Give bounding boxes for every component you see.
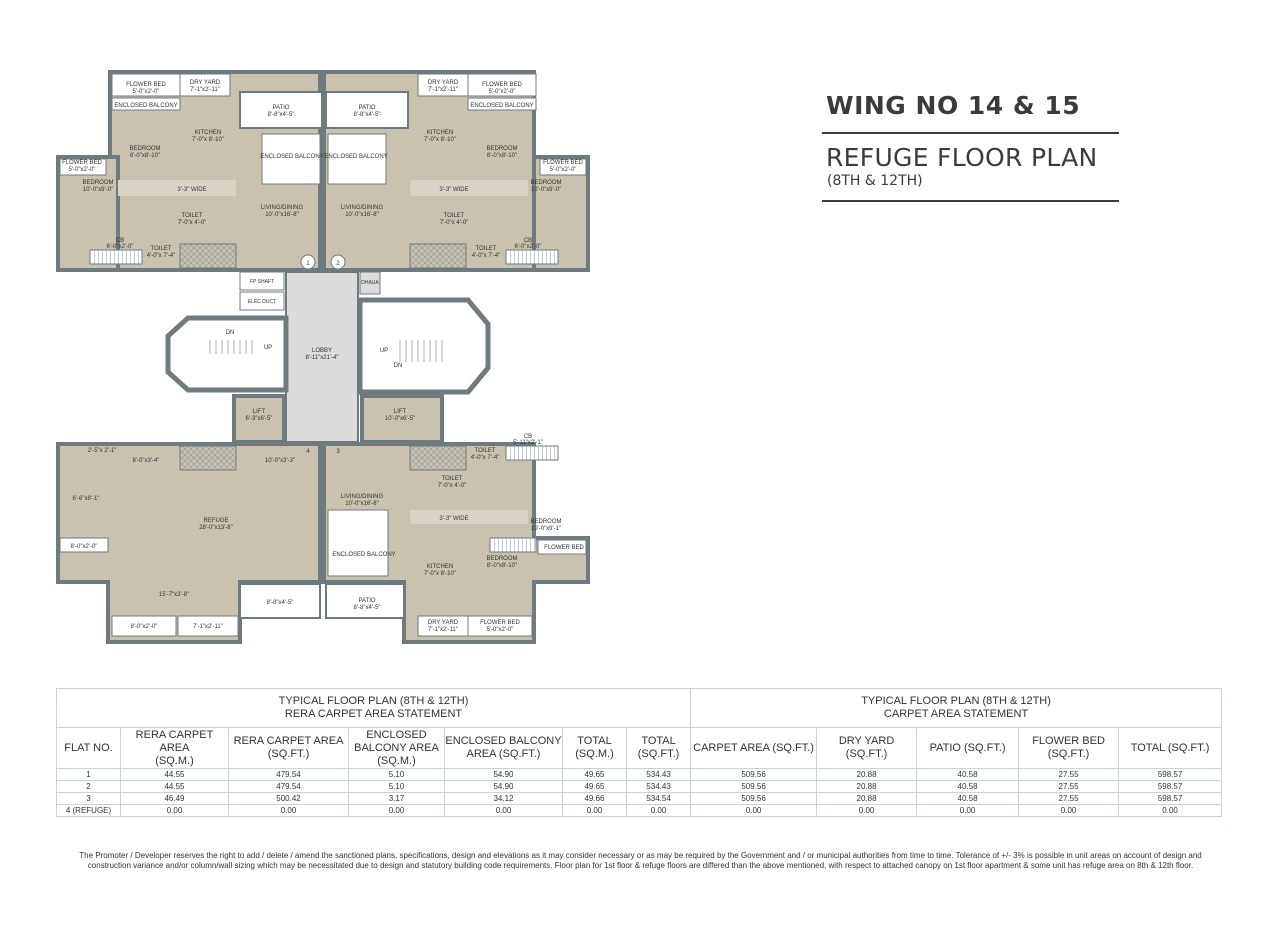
label-living-dining-dim: 10'-0"x16'-8" <box>345 501 379 507</box>
table-cell: 20.88 <box>817 793 917 805</box>
label-toilet-dim: 4'-0"x 7'-4" <box>470 455 500 461</box>
table-cell: 27.55 <box>1019 781 1119 793</box>
table-cell: 5.10 <box>349 781 445 793</box>
label-enclosed-balcony: ENCLOSED BALCONY <box>332 552 396 558</box>
label-bedroom-dim: 10'-0"x9'-0" <box>530 187 562 193</box>
table-cell: 44.55 <box>121 769 229 781</box>
label-flower-bed-dim: 5'-0"x2'-0" <box>486 627 514 633</box>
label-kitchen-dim: 7'-0"x 8'-10" <box>192 137 224 143</box>
label-lift-dim: 10'-0"x6'-5" <box>384 416 416 422</box>
shaft <box>410 244 466 268</box>
label-lift: LIFT <box>393 409 407 415</box>
label-flat-1: 1 <box>306 261 310 267</box>
table-cell: 0.00 <box>1019 805 1119 817</box>
label-cb-dim: 5'-11"x2'-1" <box>513 440 543 446</box>
column-header <box>917 728 1019 769</box>
label-up: UP <box>263 345 273 351</box>
column-header <box>691 728 817 769</box>
table-cell: 534.43 <box>627 769 691 781</box>
label-refuge-top-dim: 8'-0"x3'-4" <box>132 458 160 464</box>
label-kitchen-dim: 7'-0"x 8'-10" <box>424 571 456 577</box>
label-dhaua: DHAUA <box>361 280 379 286</box>
table-cell: 509.56 <box>691 793 817 805</box>
column-header-text: (SQ.M.) <box>155 754 194 767</box>
label-cb: CB <box>523 434 533 440</box>
area-statement-table <box>56 688 1222 817</box>
table-cell: 49.65 <box>563 781 627 793</box>
label-patio-dim: 8'-8"x4'-5" <box>353 605 381 611</box>
column-header-text: RERA CARPET AREA <box>135 728 214 754</box>
label-lobby: LOBBY <box>311 348 333 354</box>
table-cell: 0.00 <box>627 805 691 817</box>
table-cell: 20.88 <box>817 781 917 793</box>
flower-bed-box <box>468 616 532 636</box>
label-enclosed-balcony: ENCLOSED BALCONY <box>260 154 324 160</box>
label-toilet-dim: 7'-0"x 4'-0" <box>439 220 469 226</box>
table-cell: 534.43 <box>627 781 691 793</box>
table-cell: 44.55 <box>121 781 229 793</box>
wing-title: WING NO 14 & 15 <box>826 91 1081 120</box>
shaft <box>180 244 236 268</box>
table-cell: 479.54 <box>229 769 349 781</box>
table-cell: 500.42 <box>229 793 349 805</box>
table-cell: 509.56 <box>691 781 817 793</box>
label-bedroom-dim: 8'-0"x8'-10" <box>486 153 518 159</box>
label-living-dining: LIVING/DINING <box>260 205 304 211</box>
label-toilet: TOILET <box>474 448 496 454</box>
label-refuge-side-dim: 6'-6"x8'-1" <box>72 496 100 502</box>
table-cell: 0.00 <box>817 805 917 817</box>
column-header <box>1119 728 1222 769</box>
table-cell: 27.55 <box>1019 793 1119 805</box>
label-flower-bed: FLOWER BED <box>482 82 522 88</box>
label-cb: CB <box>115 238 125 244</box>
table-cell: 20.88 <box>817 769 917 781</box>
column-header <box>121 728 229 769</box>
table-cell: 40.58 <box>917 769 1019 781</box>
column-header <box>563 728 627 769</box>
column-header-text: (SQ.FT.) <box>267 748 310 760</box>
passage <box>410 510 528 524</box>
carpet-group-header <box>691 689 1222 728</box>
column-header-text: (SQ.FT.) <box>1047 748 1090 760</box>
label-living-dining: LIVING/DINING <box>340 494 384 500</box>
title-divider <box>822 200 1119 202</box>
label-fp-shaft: FP SHAFT <box>249 279 275 285</box>
column-header-text: (SQ.M.) <box>575 748 614 760</box>
rera-group-line1: TYPICAL FLOOR PLAN (8TH & 12TH) <box>278 695 469 707</box>
table-cell: 54.90 <box>445 769 563 781</box>
passage <box>410 180 528 196</box>
label-refuge-passage-dim: 10'-0"x3'-3" <box>264 458 296 464</box>
dry-yard-box <box>418 616 468 636</box>
label-flat-3: 3 <box>336 449 340 455</box>
label-passage: 3'-3" WIDE <box>177 187 207 193</box>
table-cell: 5.10 <box>349 769 445 781</box>
label-elec-duct: ELEC DUCT <box>247 299 277 305</box>
label-patio: PATIO <box>358 598 376 604</box>
column-header <box>1019 728 1119 769</box>
plan-subtitle: (8TH & 12TH) <box>827 173 923 189</box>
enclosed-balcony-living <box>328 510 388 576</box>
table-cell: 34.12 <box>445 793 563 805</box>
label-bedroom-dim: 8'-0"x8'-10" <box>129 153 161 159</box>
table-cell: 0.00 <box>691 805 817 817</box>
carpet-group-line2: CARPET AREA STATEMENT <box>883 708 1029 720</box>
label-bedroom: BEDROOM <box>530 519 562 525</box>
label-flower-bed: FLOWER BED <box>543 160 583 166</box>
label-cb-dim: 6'-0"x2'-0" <box>106 244 134 250</box>
table-cell: 49.66 <box>563 793 627 805</box>
table-cell: 0.00 <box>349 805 445 817</box>
label-refuge-bottom-fb: 8'-0"x2'-0" <box>130 624 158 630</box>
label-refuge-fb-dim: 8'-0"x2'-0" <box>70 544 98 550</box>
column-header <box>349 728 445 769</box>
table-cell: 598.57 <box>1119 793 1222 805</box>
enclosed-balcony-grill <box>490 538 536 552</box>
label-lobby-dim: 8'-11"x21'-4" <box>305 355 339 361</box>
label-flower-bed: FLOWER BED <box>62 160 102 166</box>
label-patio: PATIO <box>358 105 376 111</box>
label-flower-bed-dim: 5'-0"x2'-0" <box>488 89 516 95</box>
label-cb: CB <box>523 238 533 244</box>
column-header-text: TOTAL (SQ.FT.) <box>1130 741 1210 754</box>
label-lift-dim: 6'-3"x6'-5" <box>245 416 273 422</box>
label-toilet: TOILET <box>150 246 172 252</box>
table-cell: 49.65 <box>563 769 627 781</box>
table-cell: 4 (REFUGE) <box>57 805 121 817</box>
column-header-text: BALCONY AREA <box>354 741 439 754</box>
table-cell: 0.00 <box>563 805 627 817</box>
table-cell: 598.57 <box>1119 781 1222 793</box>
table-row <box>57 781 1222 793</box>
label-dry-yard-dim: 7'-1"x2'-11" <box>190 87 220 93</box>
label-bedroom-dim: 10'-0"x9'-0" <box>82 187 114 193</box>
table-cell: 0.00 <box>121 805 229 817</box>
column-header <box>817 728 917 769</box>
table-cell: 2 <box>57 781 121 793</box>
label-up: UP <box>379 348 389 354</box>
rera-group-header <box>57 689 691 728</box>
label-toilet-dim: 4'-0"x 7'-4" <box>471 253 501 259</box>
label-flower-bed-dim: 5'-0"x2'-0" <box>132 89 160 95</box>
label-bedroom: BEDROOM <box>486 146 518 152</box>
label-living-dining: LIVING/DINING <box>340 205 384 211</box>
label-bedroom-dim: 10'-0"x9'-1" <box>530 526 562 532</box>
label-bedroom: BEDROOM <box>530 180 562 186</box>
table-cell: 479.54 <box>229 781 349 793</box>
floor-plan <box>50 62 600 652</box>
title-block <box>822 90 1119 212</box>
label-enclosed-balcony: ENCLOSED BALCONY <box>114 103 178 109</box>
column-header-text: DRY YARD (SQ.FT.) <box>838 735 895 760</box>
table-row <box>57 793 1222 805</box>
label-refuge-dy-dim: 7'-1"x2'-11" <box>193 624 223 630</box>
cb-grill <box>506 250 558 264</box>
label-refuge-bottom-dim: 15'-7"x3'-8" <box>158 592 190 598</box>
label-flat-2: 2 <box>336 261 340 267</box>
stair-left <box>168 318 286 390</box>
label-kitchen: KITCHEN <box>426 130 454 136</box>
table-cell: 3 <box>57 793 121 805</box>
table-cell: 27.55 <box>1019 769 1119 781</box>
table-cell: 0.00 <box>1119 805 1222 817</box>
label-bedroom: BEDROOM <box>82 180 114 186</box>
table-cell: 0.00 <box>445 805 563 817</box>
column-header <box>229 728 349 769</box>
label-flower-bed: FLOWER BED <box>544 545 584 551</box>
column-header-text: PATIO (SQ.FT.) <box>929 741 1006 754</box>
label-toilet-dim: 7'-0"x 4'-0" <box>177 220 207 226</box>
label-refuge-patio-dim: 8'-8"x4'-5" <box>266 600 294 606</box>
label-dry-yard: DRY YARD <box>189 80 221 86</box>
column-header-text: RERA CARPET AREA <box>233 735 344 747</box>
table-cell: 534.54 <box>627 793 691 805</box>
title-divider <box>822 132 1119 134</box>
label-patio: PATIO <box>272 105 290 111</box>
label-dn: DN <box>225 330 235 336</box>
label-cb-dim: 6'-0"x2'-0" <box>514 244 542 250</box>
table-column-header <box>57 728 1222 769</box>
column-header-text: AREA (SQ.FT.) <box>466 748 541 760</box>
label-dry-yard-dim: 7'-1"x2'-11" <box>428 87 458 93</box>
table-cell: 54.90 <box>445 781 563 793</box>
column-header-text: CARPET AREA (SQ.FT.) <box>693 741 814 754</box>
label-bedroom: BEDROOM <box>486 556 518 562</box>
table-group-header <box>57 689 1222 728</box>
label-patio-dim: 8'-8"x4'-5" <box>353 112 381 118</box>
label-flower-bed-dim: 5'-0"x2'-0" <box>549 167 577 173</box>
column-header-text: TOTAL <box>641 735 676 747</box>
column-header-text: TOTAL <box>577 735 612 747</box>
label-toilet-dim: 7'-0"x 4'-0" <box>437 483 467 489</box>
column-header <box>627 728 691 769</box>
table-cell: 40.58 <box>917 793 1019 805</box>
label-toilet: TOILET <box>443 213 465 219</box>
label-enclosed-balcony: ENCLOSED BALCONY <box>470 103 534 109</box>
label-flower-bed: FLOWER BED <box>480 620 520 626</box>
label-enclosed-balcony: ENCLOSED BALCONY <box>324 154 388 160</box>
table-body <box>57 769 1222 817</box>
disclaimer: The Promoter / Developer reserves the right to add / delete / amend the sanctioned plans, specifications, design and elevations as it may consider necessary or as may be required by the Government and / or municipal authorities from time to time. Tolerance of +/- 3% is possible in unit areas on account of design and construction variance and/or column/wall sizing which may be necessitated due to design and statutory building code requirements. Floor plan for 1st floor & refuge floors are differed than the above mentioned, with respect to attached canopy on 1st floor apartment & some unit has refuge area on 8th & 12th floor. <box>79 851 1202 870</box>
table-cell: 598.57 <box>1119 769 1222 781</box>
label-dry-yard-dim: 7'-1"x2'-11" <box>428 627 458 633</box>
column-header-text: ENCLOSED <box>366 728 427 741</box>
label-toilet-dim: 4'-0"x 7'-4" <box>146 253 176 259</box>
shaft <box>410 446 466 470</box>
shaft <box>180 446 236 470</box>
label-patio-dim: 8'-8"x4'-5" <box>267 112 295 118</box>
label-dn: DN <box>393 363 403 369</box>
table-cell: 46.49 <box>121 793 229 805</box>
label-kitchen-dim: 7'-0"x 8'-10" <box>424 137 456 143</box>
table-cell: 0.00 <box>917 805 1019 817</box>
table-cell: 3.17 <box>349 793 445 805</box>
label-flower-bed: FLOWER BED <box>126 82 166 88</box>
label-bedroom-dim: 8'-0"x8'-10" <box>486 563 518 569</box>
rera-group-line2: RERA CARPET AREA STATEMENT <box>284 708 463 720</box>
label-bedroom: BEDROOM <box>129 146 161 152</box>
table-cell: 1 <box>57 769 121 781</box>
label-refuge: REFUGE <box>203 518 229 524</box>
label-toilet: TOILET <box>441 476 463 482</box>
cb-grill <box>506 446 558 460</box>
floor-plan-drawing <box>50 62 600 652</box>
label-dry-yard: DRY YARD <box>427 80 459 86</box>
cb-grill <box>90 250 142 264</box>
label-toilet: TOILET <box>181 213 203 219</box>
label-kitchen: KITCHEN <box>426 564 454 570</box>
table-row <box>57 769 1222 781</box>
column-header-text: ENCLOSED BALCONY <box>445 735 562 747</box>
label-flat-4: 4 <box>306 449 310 455</box>
column-header <box>445 728 563 769</box>
label-dry-yard: DRY YARD <box>427 620 459 626</box>
table-cell: 509.56 <box>691 769 817 781</box>
label-refuge-corner-dim: 2'-5"x 2'-1" <box>87 448 117 454</box>
label-toilet: TOILET <box>475 246 497 252</box>
table-cell: 0.00 <box>229 805 349 817</box>
table-cell: 40.58 <box>917 781 1019 793</box>
column-header-text: FLAT NO. <box>64 741 113 754</box>
label-living-dining-dim: 10'-0"x16'-8" <box>265 212 299 218</box>
carpet-group-line1: TYPICAL FLOOR PLAN (8TH & 12TH) <box>861 695 1051 707</box>
column-header-text: (SQ.FT.) <box>637 748 680 760</box>
table-row <box>57 805 1222 817</box>
label-kitchen: KITCHEN <box>194 130 222 136</box>
column-header-text: FLOWER BED <box>1032 735 1105 747</box>
label-living-dining-dim: 10'-0"x16'-8" <box>345 212 379 218</box>
label-passage: 3'-3" WIDE <box>439 187 469 193</box>
column-header-text: (SQ.M.) <box>377 754 416 767</box>
column-header <box>57 728 121 769</box>
label-refuge-dim: 28'-0"x13'-8" <box>199 525 233 531</box>
label-flower-bed-dim: 5'-0"x2'-0" <box>68 167 96 173</box>
plan-title: REFUGE FLOOR PLAN <box>826 143 1098 172</box>
label-lift: LIFT <box>252 409 266 415</box>
label-passage: 3'-3" WIDE <box>439 516 469 522</box>
